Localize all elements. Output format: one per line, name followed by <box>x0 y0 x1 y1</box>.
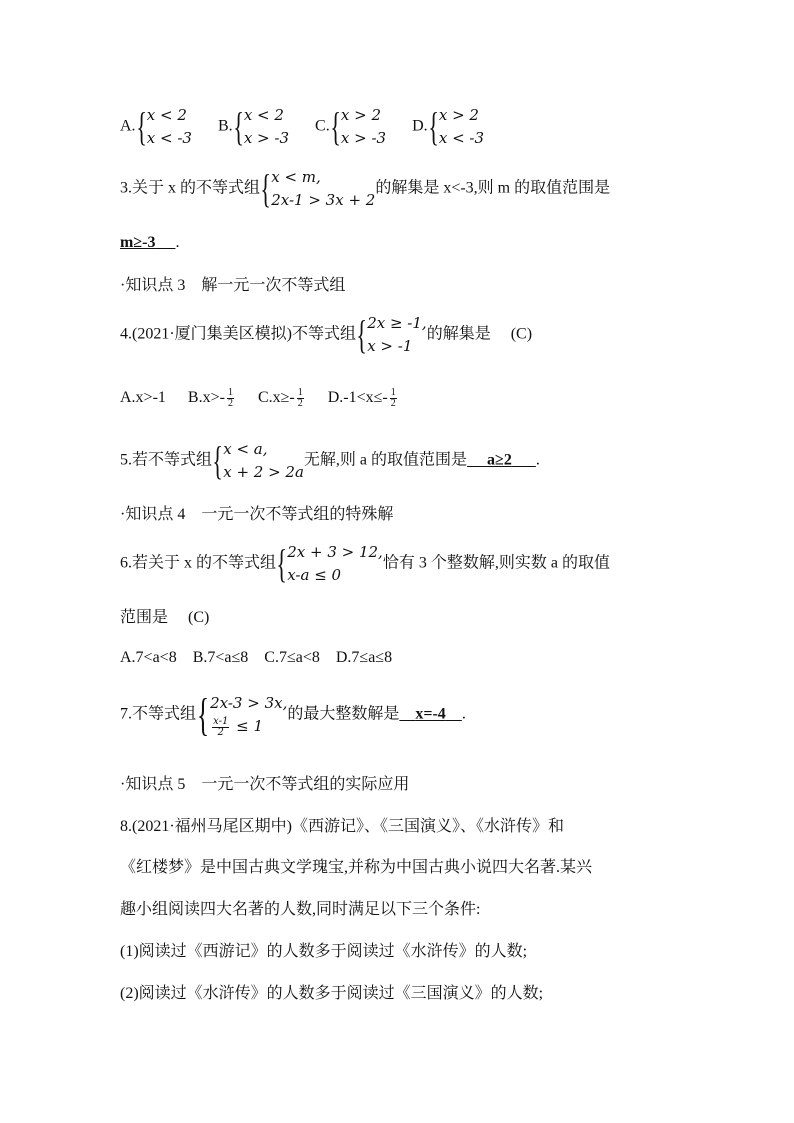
question-3: 3.关于 x 的不等式组 { x < m, 2x-1 > 3x + 2 的解集是 x<-3,则 m 的取值范围是 <box>120 166 611 211</box>
q7-answer: x=-4 <box>415 705 446 723</box>
question-6-line2: 范围是 (C) <box>120 609 210 626</box>
knowledge-point-3: ·知识点 3 解一元一次不等式组 <box>120 277 346 294</box>
knowledge-point-5: ·知识点 5 一元一次不等式组的实际应用 <box>120 776 410 793</box>
q5-answer: a≥2 <box>487 451 512 469</box>
question-8-line-2: 《红楼梦》是中国古典文学瑰宝,并称为中国古典小说四大名著.某兴 <box>120 859 593 876</box>
question-8-condition-1: (1)阅读过《西游记》的人数多于阅读过《水浒传》的人数; <box>120 943 528 960</box>
question-5: 5.若不等式组 { x < a, x + 2 > 2a 无解,则 a 的取值范围是 a≥2 . <box>120 438 540 483</box>
q2-option-c: C. { x > 2 x > -3 <box>315 104 387 149</box>
q4-option-b: B.x>- $\frac{1}{2}$ <box>187 387 233 409</box>
question-6: 6.若关于 x 的不等式组 { 2x + 3 > 12, x-a ≤ 0 恰有 3 个整数解,则实数 a 的取值 <box>120 541 610 586</box>
q4-option-c: C.x≥- $\frac{1}{2}$ <box>257 387 303 409</box>
q4-option-a: A.x>-1 <box>120 389 166 407</box>
question-8-line-1: 8.(2021·福州马尾区期中)《西游记》、《三国演义》、《水浒传》和 <box>120 818 564 835</box>
q2-option-b: B. { x < 2 x > -3 <box>217 104 290 149</box>
question-3-answer-line: m≥-3 . <box>120 234 180 251</box>
question-4: 4.(2021·厦门集美区模拟)不等式组 { 2x ≥ -1, x > -1 的解集是 (C) <box>120 312 533 357</box>
q6-answer: (C) <box>188 609 210 626</box>
question-7: 7.不等式组 { 2x-3 > 3x, $\frac{x-1}{2}$ ≤ 1 的最大整数解是 x=-4 . <box>120 689 466 740</box>
question-6-options: A.7<a<8 B.7<a≤8 C.7≤a<8 D.7≤a≤8 <box>120 649 393 666</box>
question-8-condition-2: (2)阅读过《水浒传》的人数多于阅读过《三国演义》的人数; <box>120 985 544 1002</box>
question-4-options <box>120 388 417 409</box>
knowledge-point-4: ·知识点 4 一元一次不等式组的特殊解 <box>120 506 394 523</box>
question-8-line-3: 趣小组阅读四大名著的人数,同时满足以下三个条件: <box>120 901 481 918</box>
q4-answer: (C) <box>510 325 533 343</box>
q2-options <box>120 104 506 150</box>
q2-option-d: D. { x > 2 x < -3 <box>412 104 485 149</box>
q3-answer: m≥-3 <box>120 234 156 251</box>
q2-option-a: A. { x < 2 x < -3 <box>120 104 192 149</box>
q4-option-d: D.-1<x≤- $\frac{1}{2}$ <box>327 387 396 409</box>
